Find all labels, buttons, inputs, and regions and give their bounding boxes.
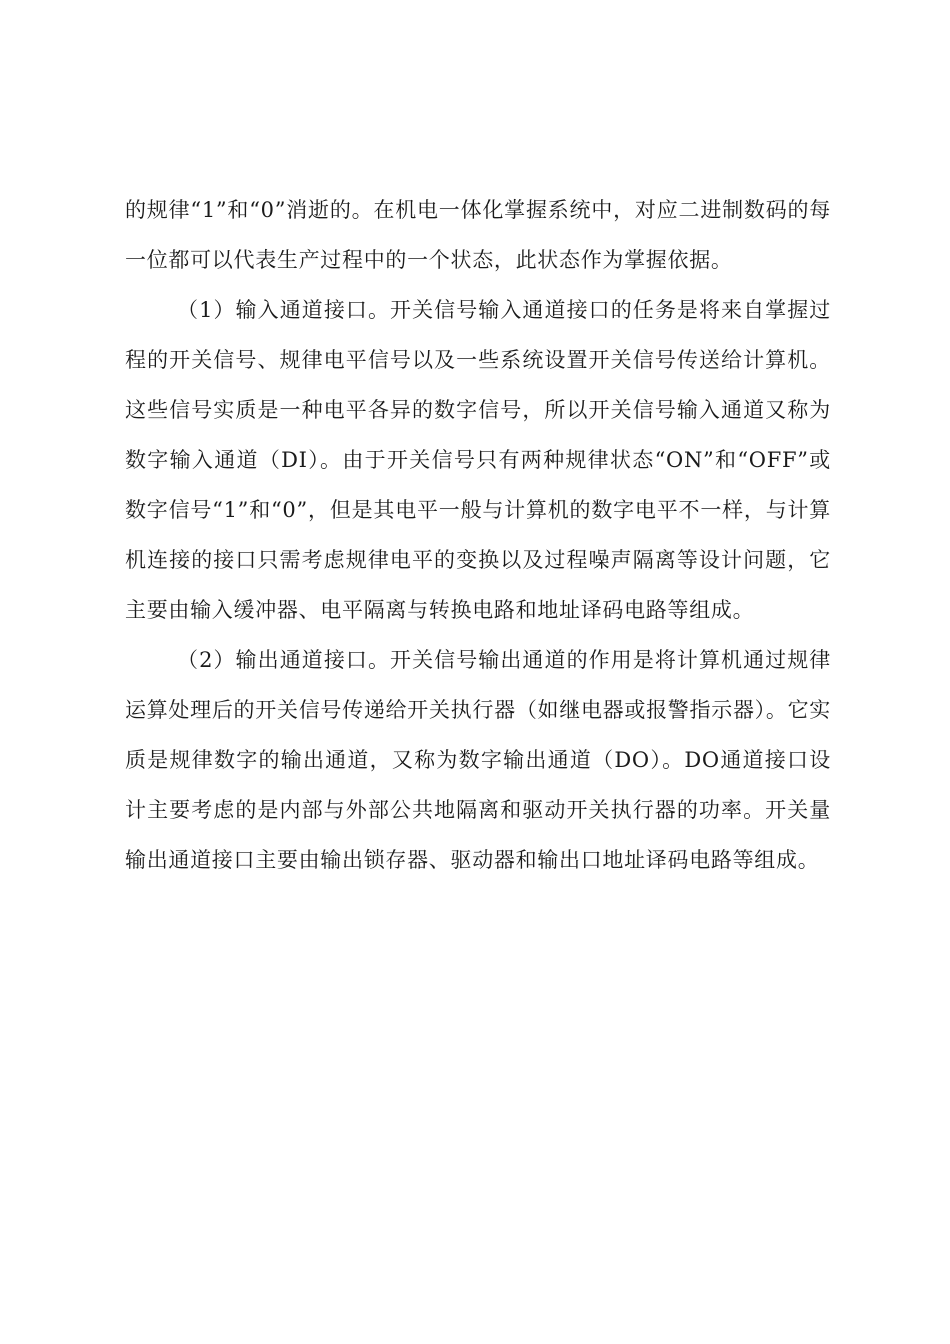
document-body — [125, 185, 831, 885]
paragraph-output-channel: （2）输出通道接口。开关信号输出通道的作用是将计算机通过规律运算处理后的开关信号传递给开关执行器（如继电器或报警指示器）。它实质是规律数字的输出通道，又称为数字输出通道（DO）。DO通道接口设计主要考虑的是内部与外部公共地隔离和驱动开关执行器的功率。开关量输出通道接口主要由输出锁存器、驱动器和输出口地址译码电路等组成。 — [125, 648, 831, 872]
paragraph-continuation: 的规律“1”和“0”消逝的。在机电一体化掌握系统中，对应二进制数码的每一位都可以代表生产过程中的一个状态，此状态作为掌握依据。 — [125, 198, 831, 272]
paragraph-input-channel: （1）输入通道接口。开关信号输入通道接口的任务是将来自掌握过程的开关信号、规律电平信号以及一些系统设置开关信号传送给计算机。这些信号实质是一种电平各异的数字信号，所以开关信号输入通道又称为数字输入通道（DI）。由于开关信号只有两种规律状态“ON”和“OFF”或数字信号“1”和“0”，但是其电平一般与计算机的数字电平不一样，与计算机连接的接口只需考虑规律电平的变换以及过程噪声隔离等设计问题，它主要由输入缓冲器、电平隔离与转换电路和地址译码电路等组成。 — [125, 298, 831, 622]
